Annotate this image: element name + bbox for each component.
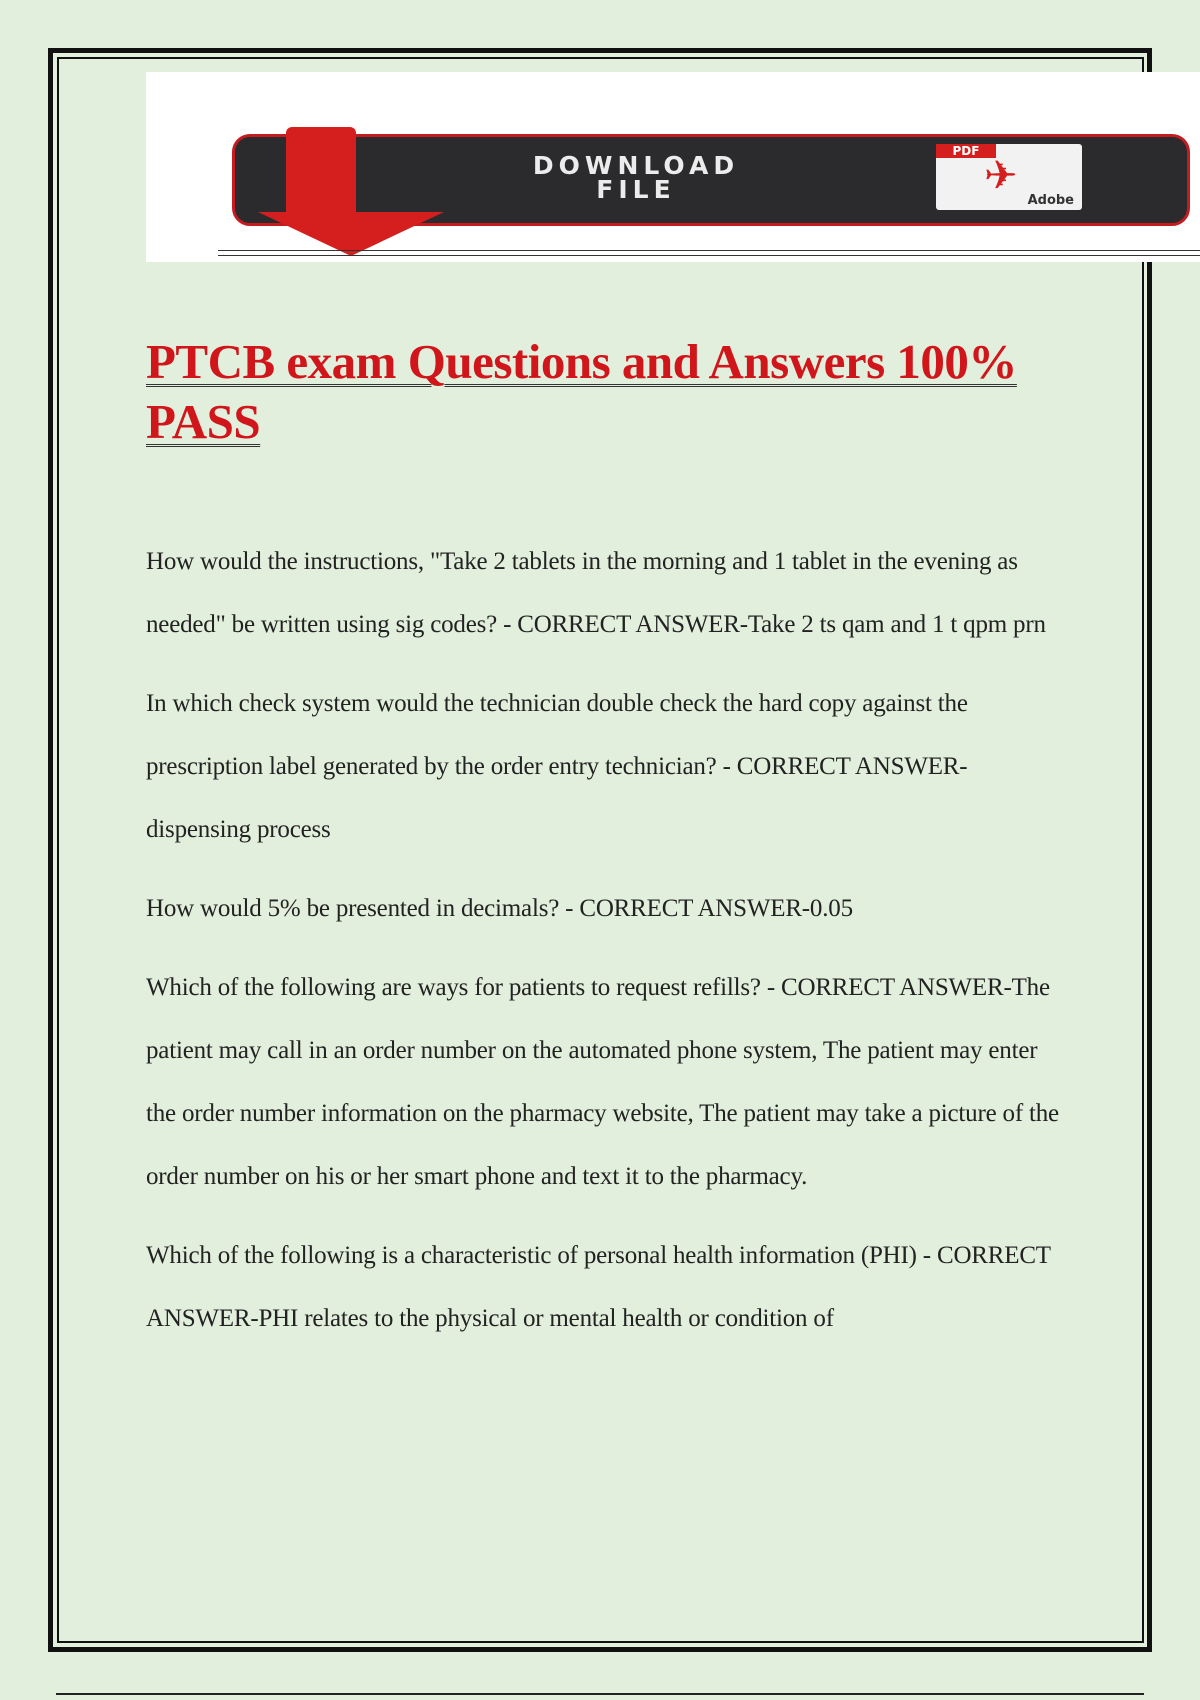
download-arrow-icon [286, 127, 356, 217]
document-title: PTCB exam Questions and Answers 100% PASS [146, 334, 1017, 449]
acrobat-swirl-icon: ✈ [984, 153, 1018, 198]
qa-list [146, 530, 1066, 1366]
download-label [456, 151, 816, 204]
qa-item: Which of the following is a characteristic of personal health information (PHI) - CORRECT ANSWER-PHI relates to the physical or mental health or condition of [146, 1242, 1051, 1332]
download-label-line1: DOWNLOAD [532, 151, 740, 180]
qa-item: How would 5% be presented in decimals? - CORRECT ANSWER-0.05 [146, 895, 853, 922]
qa-item: Which of the following are ways for patients to request refills? - CORRECT ANSWER-The patient may call in an order number on the automated phone system, The patient may enter the order number information on the pharmacy website, The patient may take a picture of the order number on his or her smart phone and text it to the pharmacy. [146, 974, 1059, 1190]
footer-rule [56, 1693, 1144, 1695]
banner-divider [218, 250, 1200, 256]
adobe-pdf-icon [936, 144, 1082, 210]
download-file-banner[interactable] [146, 72, 1200, 262]
pdf-tab-label: PDF [936, 144, 996, 158]
qa-item: In which check system would the technician double check the hard copy against the prescription label generated by the order entry technician? - CORRECT ANSWER-dispensing process [146, 690, 968, 843]
qa-item: How would the instructions, "Take 2 tablets in the morning and 1 tablet in the evening as needed" be written using sig codes? - CORRECT ANSWER-Take 2 ts qam and 1 t qpm prn [146, 548, 1046, 638]
download-label-line2: FILE [596, 175, 676, 204]
adobe-brand-label: Adobe [1027, 193, 1074, 208]
